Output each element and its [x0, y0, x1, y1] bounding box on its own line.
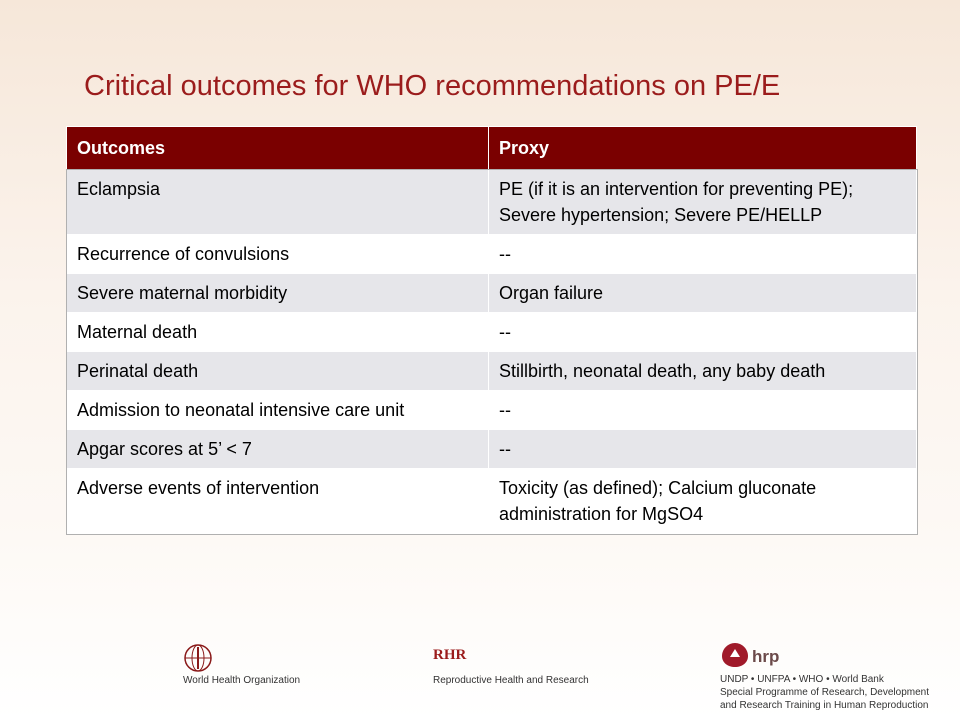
table-row	[67, 313, 917, 352]
outcome-cell: Recurrence of convulsions	[67, 235, 489, 274]
footer-logos	[0, 635, 960, 720]
who-emblem-icon	[183, 643, 213, 673]
table-row	[67, 170, 917, 235]
proxy-cell: Toxicity (as defined); Calcium gluconate administration for MgSO4	[489, 469, 917, 534]
table-row	[67, 352, 917, 391]
outcome-cell: Eclampsia	[67, 170, 489, 235]
who-name: World Health Organization	[183, 675, 301, 686]
outcome-cell: Admission to neonatal intensive care unit	[67, 391, 489, 430]
proxy-cell: --	[489, 391, 917, 430]
proxy-cell: Organ failure	[489, 274, 917, 313]
outcome-cell: Perinatal death	[67, 352, 489, 391]
table-row	[67, 430, 917, 469]
outcome-cell: Adverse events of intervention	[67, 469, 489, 534]
proxy-cell: Stillbirth, neonatal death, any baby death	[489, 352, 917, 391]
hrp-logo-text: hrp	[752, 647, 780, 666]
table-row	[67, 469, 917, 534]
page-title: Critical outcomes for WHO recommendations on PE/E	[84, 70, 781, 102]
table-row	[67, 274, 917, 313]
hrp-emblem-icon	[720, 641, 750, 669]
outcome-cell: Maternal death	[67, 313, 489, 352]
hrp-description	[720, 673, 929, 712]
outcomes-table	[66, 126, 917, 534]
rhr-name: Reproductive Health and Research	[433, 675, 589, 686]
table-header-row	[67, 127, 917, 170]
proxy-cell: --	[489, 430, 917, 469]
outcomes-table-container	[66, 126, 916, 534]
header-proxy: Proxy	[489, 127, 917, 170]
hrp-line: UNDP • UNFPA • WHO • World Bank	[720, 674, 884, 685]
hrp-line: and Research Training in Human Reproduction	[720, 700, 929, 711]
proxy-cell: PE (if it is an intervention for preventing PE); Severe hypertension; Severe PE/HELLP	[489, 170, 917, 235]
header-outcomes: Outcomes	[67, 127, 489, 170]
proxy-cell: --	[489, 313, 917, 352]
hrp-line: Special Programme of Research, Development	[720, 687, 929, 698]
proxy-cell: --	[489, 235, 917, 274]
table-row	[67, 235, 917, 274]
table-row	[67, 391, 917, 430]
outcome-cell: Apgar scores at 5’ < 7	[67, 430, 489, 469]
outcome-cell: Severe maternal morbidity	[67, 274, 489, 313]
rhr-logo: RHR	[433, 647, 467, 663]
